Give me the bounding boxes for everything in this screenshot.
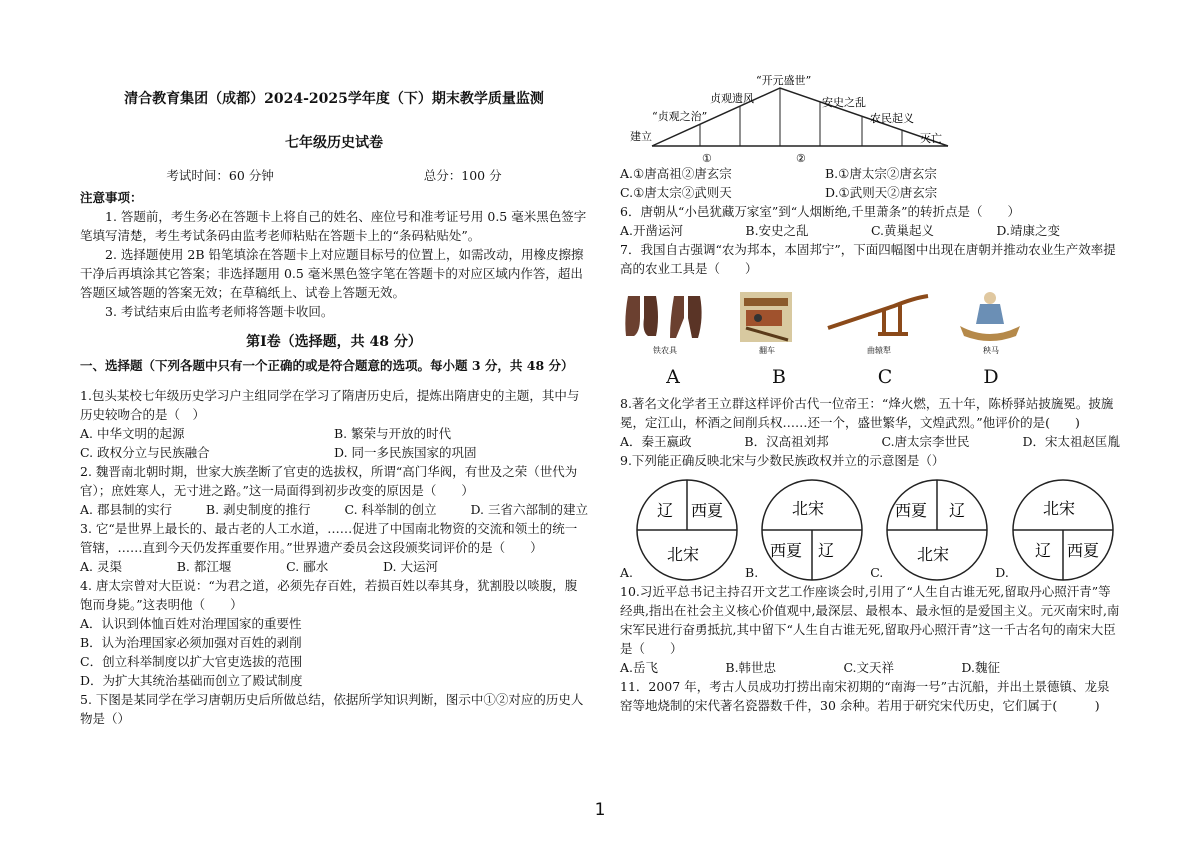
option: C. 郦水 xyxy=(286,559,329,574)
circle-letter: A. xyxy=(620,565,634,580)
image-letter: C xyxy=(877,366,893,388)
option: B. 剥史制度的推行 xyxy=(205,502,311,517)
exam-score: 总分：100 分 xyxy=(423,168,502,183)
square-pallet-icon xyxy=(722,288,812,344)
label-left-lower: “贞观之治” xyxy=(652,110,708,123)
option: A．认识到体恤百姓对治理国家的重要性 xyxy=(80,616,302,631)
exam-time: 考试时间：60 分钟 xyxy=(166,168,274,183)
option: A. 中华文明的起源 xyxy=(80,426,185,441)
option: B．认为治理国家必须加强对百姓的剥削 xyxy=(80,635,302,650)
iron-tools-icon xyxy=(620,288,710,344)
right-column xyxy=(620,70,1120,715)
option: A.岳飞 xyxy=(620,660,659,675)
notes-heading: 注意事项： xyxy=(80,190,143,205)
caption: 秧马 xyxy=(983,346,999,355)
svg-text:辽: 辽 xyxy=(949,501,966,520)
note-item: 1. 答题前，考生务必在答题卡上将自己的姓名、座位号和准考证号用 0.5 毫米黑色签字笔填写清楚，考生考试条码由监考老师粘贴在答题卡上的“条码粘贴处”。 xyxy=(80,209,587,243)
option: B.安史之乱 xyxy=(745,223,809,238)
circle-diagram-b xyxy=(758,478,866,582)
circle-diagram-d xyxy=(1009,478,1117,582)
circle-diagram-c xyxy=(883,478,991,582)
option: A. 灵渠 xyxy=(80,559,122,574)
option: A．秦王嬴政 xyxy=(620,434,692,449)
exam-subtitle: 七年级历史试卷 xyxy=(285,135,383,151)
svg-text:辽: 辽 xyxy=(1034,541,1051,560)
circle-letter: D. xyxy=(995,565,1009,580)
question-2-options xyxy=(80,500,588,519)
question-10: 10.习近平总书记主持召开文艺工作座谈会时,引用了“人生自古谁无死,留取丹心照汗青”等经典,指出在社会主义核心价值观中,最深层、最根本、最永恒的是爱国主义。元灭南宋时,南宋军民进行奋勇抵抗,其中留下“人生自古谁无死,留取丹心照汗青”这一千古名句的南宋大臣是（ ） xyxy=(620,584,1120,656)
option: D.①武则天②唐玄宗 xyxy=(825,185,938,200)
svg-text:北宋: 北宋 xyxy=(1042,499,1075,518)
marker-2: ② xyxy=(796,152,806,165)
option: C.黄巢起义 xyxy=(870,223,935,238)
rice-horse-image xyxy=(946,288,1036,354)
option: B.韩世忠 xyxy=(725,660,777,675)
option: A.开凿运河 xyxy=(620,223,684,238)
caption: 曲辕犁 xyxy=(867,346,891,355)
option: C.文天祥 xyxy=(843,660,895,675)
question-5: 5. 下图是某同学在学习唐朝历史后所做总结，依据所学知识判断，图示中①②对应的历史人物是（） xyxy=(80,692,584,726)
question-9: 9.下列能正确反映北宋与少数民族政权并立的示意图是（） xyxy=(620,453,945,468)
option: D. 同一多民族国家的巩固 xyxy=(334,445,477,460)
option: B. 繁荣与开放的时代 xyxy=(334,426,452,441)
image-letters xyxy=(620,366,1120,388)
page-number: 1 xyxy=(594,800,606,820)
circle-letter: C. xyxy=(870,565,884,580)
caption: 翻车 xyxy=(759,346,775,355)
option: C.唐太宗李世民 xyxy=(881,434,970,449)
svg-text:西夏: 西夏 xyxy=(1066,541,1099,560)
image-letter: B xyxy=(772,366,786,388)
option: D.靖康之变 xyxy=(996,223,1060,238)
question-8-options xyxy=(620,432,1120,451)
note-item: 2. 选择题使用 2B 铅笔填涂在答题卡上对应题目标号的位置上，如需改动，用橡皮擦擦干净后再填涂其它答案；非选择题用 0.5 毫米黑色签字笔在答题卡的对应区域内作答，超出答题区域答题的答案无效；在草稿纸上、试卷上答题无效。 xyxy=(80,247,584,300)
question-10-options xyxy=(620,658,1120,677)
question-3-options xyxy=(80,557,588,576)
square-pallet-image xyxy=(722,288,812,354)
question-4: 4. 唐太宗曾对大臣说：“为君之道，必须先存百姓，若损百姓以奉其身，犹割股以啖腹，腹饱而身毙。”这表明他（ ） xyxy=(80,578,578,612)
section-instruction: 一、选择题（下列各题中只有一个正确的或是符合题意的选项。每小题 3 分，共 48 分） xyxy=(80,358,574,373)
rice-horse-icon xyxy=(946,288,1036,344)
svg-text:辽: 辽 xyxy=(657,501,674,520)
svg-text:北宋: 北宋 xyxy=(667,545,700,564)
question-9-diagrams xyxy=(620,478,1120,582)
question-1: 1.包头某校七年级历史学习户主组同学在学习了隋唐历史后，提炼出隋唐史的主题，其中与历史较吻合的是（ ） xyxy=(80,388,580,422)
image-letter: D xyxy=(983,366,999,388)
iron-tools-image xyxy=(620,288,710,354)
left-column xyxy=(80,84,588,728)
svg-text:西夏: 西夏 xyxy=(691,501,724,520)
image-letter: A xyxy=(666,366,680,388)
curved-plow-icon xyxy=(824,288,934,344)
option: B. 都江堰 xyxy=(176,559,232,574)
option: C. 科举制的创立 xyxy=(344,502,437,517)
option: D．宋太祖赵匡胤 xyxy=(1022,434,1120,449)
svg-text:北宋: 北宋 xyxy=(792,499,825,518)
label-peak: “开元盛世” xyxy=(756,74,812,87)
question-3: 3. 它“是世界上最长的、最古老的人工水道，……促进了中国南北物资的交流和领土的统一管辖，……直到今天仍发挥重要作用。”世界遗产委员会这段颁奖词评价的是（ ） xyxy=(80,521,578,555)
circle-letter: B. xyxy=(745,565,759,580)
question-2: 2. 魏晋南北朝时期，世家大族垄断了官吏的选拔权，所谓“高门华阀，有世及之荣（世代为官）；庶姓寒人，无寸进之路。”这一局面得到初步改变的原因是（ ） xyxy=(80,464,578,498)
label-right-upper: 安史之乱 xyxy=(822,96,866,109)
section-title: 第Ⅰ卷（选择题，共 48 分） xyxy=(246,334,422,350)
label-right-end: 灭亡 xyxy=(920,132,942,145)
question-6-options xyxy=(620,221,1120,240)
option: C.①唐太宗②武则天 xyxy=(620,185,732,200)
exam-meta xyxy=(80,166,588,184)
circle-diagram-a xyxy=(633,478,741,582)
option: C. 政权分立与民族融合 xyxy=(80,445,210,460)
question-1-options xyxy=(80,424,588,462)
label-left-upper: 贞观遗风 xyxy=(710,92,754,105)
option: D. 大运河 xyxy=(382,559,438,574)
option: A.①唐高祖②唐玄宗 xyxy=(620,166,732,181)
option: B．汉高祖刘邦 xyxy=(744,434,829,449)
option: B.①唐太宗②唐玄宗 xyxy=(825,166,937,181)
label-right-lower: 农民起义 xyxy=(870,112,914,125)
option: A. 郡县制的实行 xyxy=(80,502,172,517)
svg-text:辽: 辽 xyxy=(818,541,835,560)
option: D.魏征 xyxy=(961,660,1000,675)
farm-tools-images xyxy=(620,288,1120,358)
caption: 铁农具 xyxy=(653,346,677,355)
exam-title: 清合教育集团（成都）2024-2025学年度（下）期末教学质量监测 xyxy=(124,91,544,107)
question-8: 8.著名文化学者王立群这样评价古代一位帝王：“烽火燃，五十年，陈桥驿站披旒冕。披旒冕，定江山，杯酒之间削兵权……还一个，盛世繁华，文煌武烈。”他评价的是( ) xyxy=(620,396,1114,430)
question-5-options xyxy=(620,164,1120,202)
tang-timeline-diagram xyxy=(630,70,960,170)
label-left-start: 建立 xyxy=(630,130,652,143)
svg-text:西夏: 西夏 xyxy=(895,501,928,520)
note-item: 3. 考试结束后由监考老师将答题卡收回。 xyxy=(105,304,334,319)
curved-plow-image xyxy=(824,288,934,354)
svg-text:北宋: 北宋 xyxy=(917,545,950,564)
svg-text:西夏: 西夏 xyxy=(770,541,803,560)
question-11: 11．2007 年，考古人员成功打捞出南宋初期的“南海一号”古沉船，并出土景德镇、龙泉窑等地烧制的宋代著名瓷器数千件，30 余种。若用于研究宋代历史，它们属于( ) xyxy=(620,679,1110,713)
question-7: 7．我国自古强调“农为邦本，本固邦宁”，下面四幅图中出现在唐朝并推动农业生产效率提高的农业工具是（ ） xyxy=(620,242,1116,276)
option: D. 三省六部制的建立 xyxy=(470,502,588,517)
option: D．为扩大其统治基础而创立了殿试制度 xyxy=(80,673,303,688)
marker-1: ① xyxy=(702,152,712,165)
question-6: 6．唐朝从“小邑犹藏万家室”到“人烟断绝,千里萧条”的转折点是（ ） xyxy=(620,204,1020,219)
option: C．创立科举制度以扩大官吏选拔的范围 xyxy=(80,654,303,669)
